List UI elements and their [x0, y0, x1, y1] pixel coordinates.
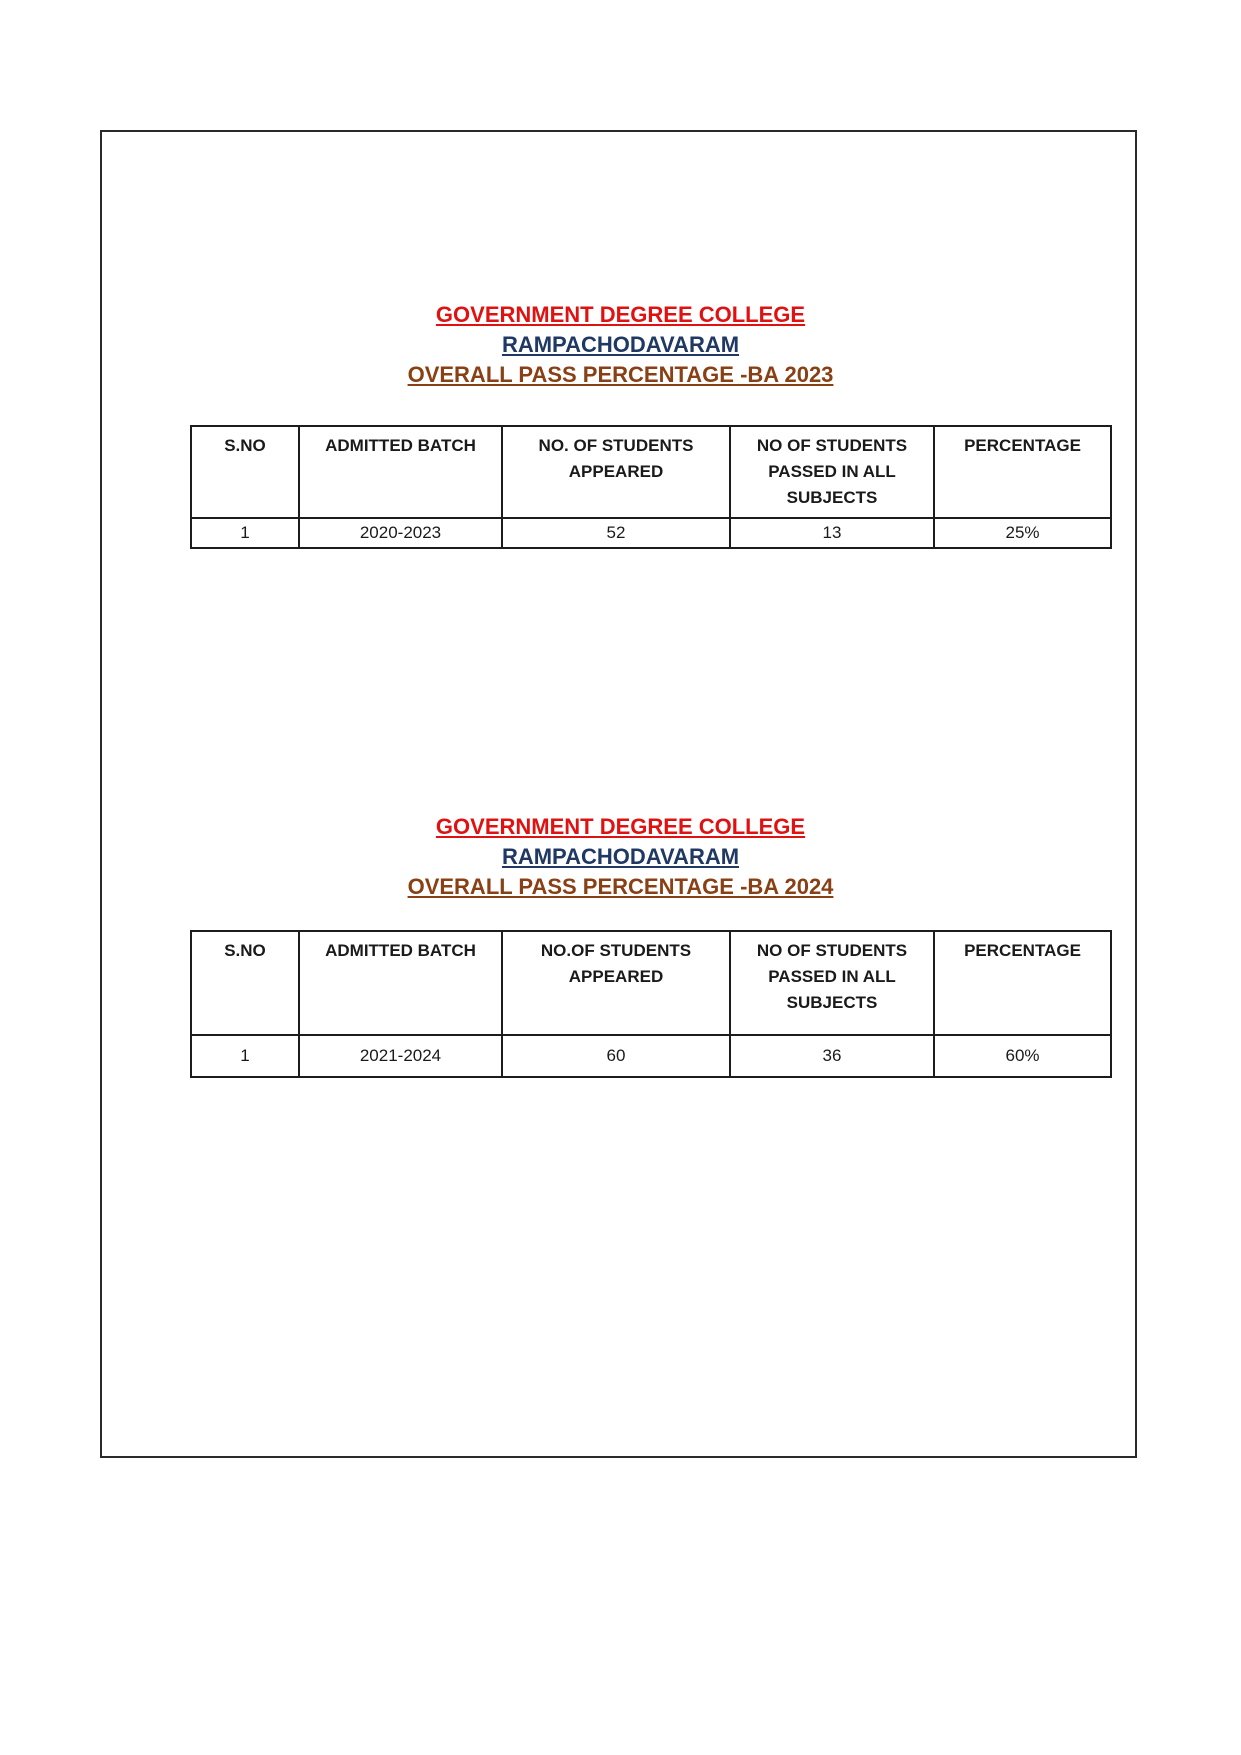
cell-students-appeared: 52	[502, 518, 730, 548]
col-header-sno: S.NO	[191, 931, 299, 1035]
table-header-row	[191, 426, 1111, 518]
section-heading-2023	[0, 300, 1241, 390]
col-header-students-appeared: NO. OF STUDENTS APPEARED	[502, 426, 730, 518]
pass-percentage-table-2024	[190, 930, 1112, 1078]
table-header-row	[191, 931, 1111, 1035]
pass-percentage-heading-2023: OVERALL PASS PERCENTAGE -BA 2023	[407, 362, 834, 387]
col-header-students-appeared: NO.OF STUDENTS APPEARED	[502, 931, 730, 1035]
col-header-sno: S.NO	[191, 426, 299, 518]
col-header-students-passed: NO OF STUDENTS PASSED IN ALL SUBJECTS	[730, 931, 934, 1035]
section-heading-2024	[0, 812, 1241, 902]
table-row	[191, 518, 1111, 548]
cell-students-passed: 36	[730, 1035, 934, 1077]
cell-admitted-batch: 2020-2023	[299, 518, 502, 548]
cell-sno: 1	[191, 1035, 299, 1077]
pass-percentage-table-2023	[190, 425, 1112, 549]
cell-percentage: 60%	[934, 1035, 1111, 1077]
college-name-heading: GOVERNMENT DEGREE COLLEGE	[435, 814, 806, 839]
col-header-percentage: PERCENTAGE	[934, 426, 1111, 518]
cell-percentage: 25%	[934, 518, 1111, 548]
college-name-heading: GOVERNMENT DEGREE COLLEGE	[435, 302, 806, 327]
pass-percentage-heading-2024: OVERALL PASS PERCENTAGE -BA 2024	[407, 874, 834, 899]
col-header-admitted-batch: ADMITTED BATCH	[299, 426, 502, 518]
col-header-percentage: PERCENTAGE	[934, 931, 1111, 1035]
table-row	[191, 1035, 1111, 1077]
results-table-wrap-2023	[190, 425, 1112, 549]
cell-sno: 1	[191, 518, 299, 548]
col-header-admitted-batch: ADMITTED BATCH	[299, 931, 502, 1035]
cell-admitted-batch: 2021-2024	[299, 1035, 502, 1077]
college-location-heading: RAMPACHODAVARAM	[501, 844, 740, 869]
cell-students-passed: 13	[730, 518, 934, 548]
college-location-heading: RAMPACHODAVARAM	[501, 332, 740, 357]
cell-students-appeared: 60	[502, 1035, 730, 1077]
results-table-wrap-2024	[190, 930, 1112, 1078]
col-header-students-passed: NO OF STUDENTS PASSED IN ALL SUBJECTS	[730, 426, 934, 518]
